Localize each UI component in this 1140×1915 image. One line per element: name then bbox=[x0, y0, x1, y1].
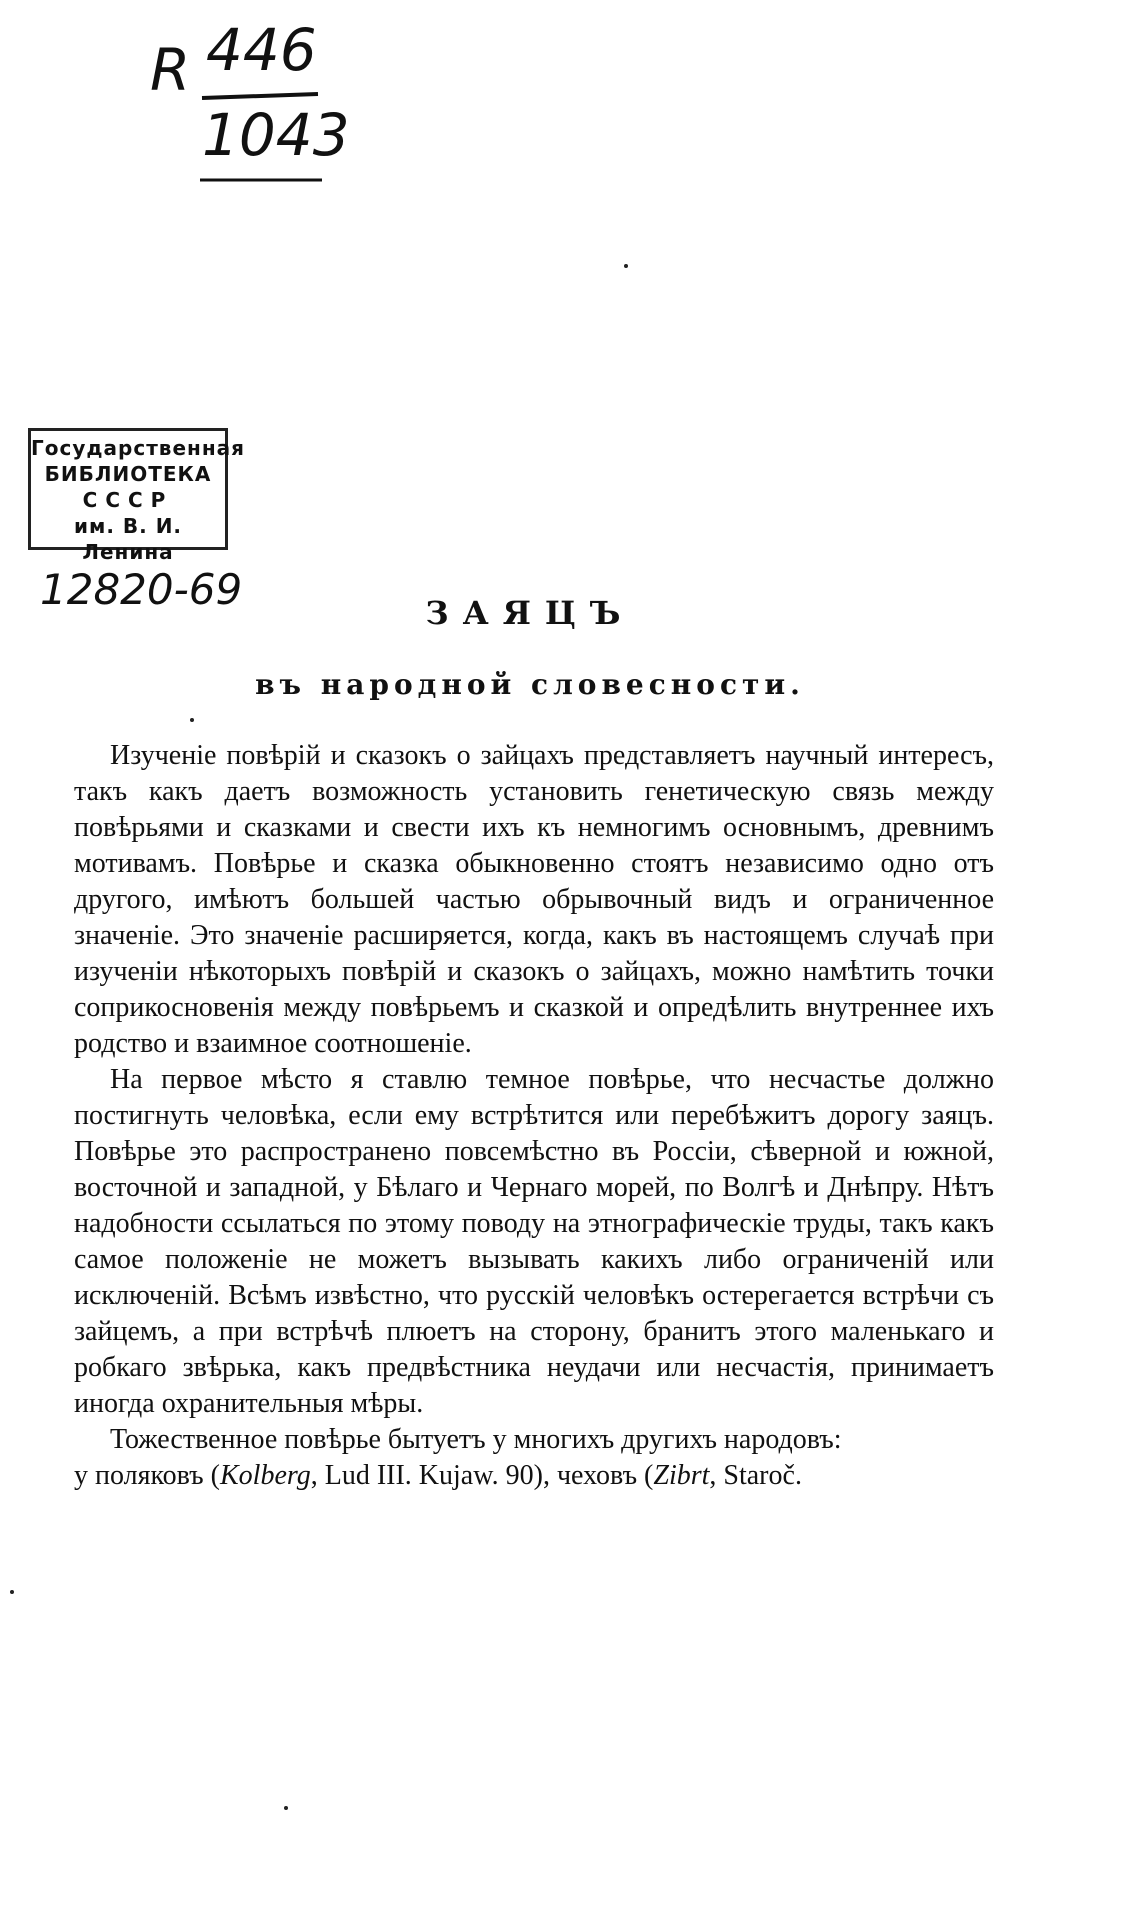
inventory-drawing bbox=[36, 560, 266, 618]
speck bbox=[624, 264, 628, 268]
page-title: ЗАЯЦЪ bbox=[425, 594, 635, 632]
shelfmark-fraction-bar bbox=[202, 94, 318, 98]
page-subtitle: въ народной словесности. bbox=[255, 668, 805, 701]
shelfmark-letter: R bbox=[150, 36, 191, 104]
handwritten-inventory-number bbox=[36, 560, 266, 618]
library-stamp bbox=[28, 428, 245, 564]
citation-prefix: у поляковъ ( bbox=[74, 1460, 220, 1491]
stamp-line-3: СССР bbox=[82, 488, 174, 512]
citation-author-kolberg: Kolberg bbox=[219, 1460, 311, 1491]
shelfmark-denominator: 1043 bbox=[202, 101, 350, 169]
article-body bbox=[74, 738, 994, 1494]
paragraph-1: Изученіе повѣрій и сказокъ о зайцахъ представляетъ научный интересъ, такъ какъ даетъ возможность установить генетическую связь между повѣрьями и сказками и свести ихъ къ немногимъ основнымъ, древнимъ мотивамъ. Повѣрье и сказка обыкновенно стоятъ независимо одно отъ другого, имѣютъ большей частью обрывочный видъ и ограниченное значеніе. Это значеніе расширяется, когда, какъ въ настоящемъ случаѣ при изученіи нѣкоторыхъ повѣрій и сказокъ о зайцахъ, можно намѣтить точки соприкосновенія между повѣрьемъ и сказкой и опредѣлить внутреннее ихъ родство и взаимное соотношеніе. bbox=[74, 740, 994, 1059]
citation-author-zibrt: Zibrt bbox=[653, 1460, 710, 1491]
paragraph-2: На первое мѣсто я ставлю темное повѣрье, что несчастье должно постигнуть человѣка, если ему встрѣтится или перебѣжитъ дорогу заяцъ. Повѣрье это распространено повсемѣстно въ Россіи, сѣверной и южной, восточной и западной, у Бѣлаго и Чернаго морей, по Волгѣ и Днѣпру. Нѣтъ надобности ссылаться по этому поводу на этнографическіе труды, такъ какъ самое положеніе не можетъ вызывать какихъ либо ограниченій или исключеній. Всѣмъ извѣстно, что русскій человѣкъ остерегается встрѣчи съ зайцемъ, а при встрѣчѣ плюетъ на сторону, бранитъ этого маленькаго и робкаго звѣрька, какъ предвѣстника неудачи или несчастія, принимаетъ иногда охранительныя мѣры. bbox=[74, 1064, 994, 1419]
speck bbox=[190, 718, 194, 722]
paragraph-3-line-1: Тожественное повѣрье бытуетъ у многихъ другихъ народовъ: bbox=[110, 1424, 842, 1455]
handwritten-shelfmark bbox=[150, 20, 410, 190]
shelfmark-numerator: 446 bbox=[206, 20, 317, 84]
shelfmark-drawing bbox=[150, 20, 410, 190]
citation-suffix: , Staroč. bbox=[709, 1460, 802, 1491]
inventory-number-text: 12820-69 bbox=[40, 565, 243, 614]
citation-middle: , Lud III. Kujaw. 90), чеховъ ( bbox=[310, 1460, 654, 1491]
paragraph-3 bbox=[74, 1422, 994, 1494]
speck bbox=[284, 1806, 288, 1810]
speck bbox=[10, 1590, 14, 1594]
stamp-line-1: Государственная bbox=[31, 436, 245, 460]
stamp-line-4: им. В. И. Ленина bbox=[73, 514, 183, 564]
stamp-line-2: БИБЛИОТЕКА bbox=[44, 462, 212, 486]
